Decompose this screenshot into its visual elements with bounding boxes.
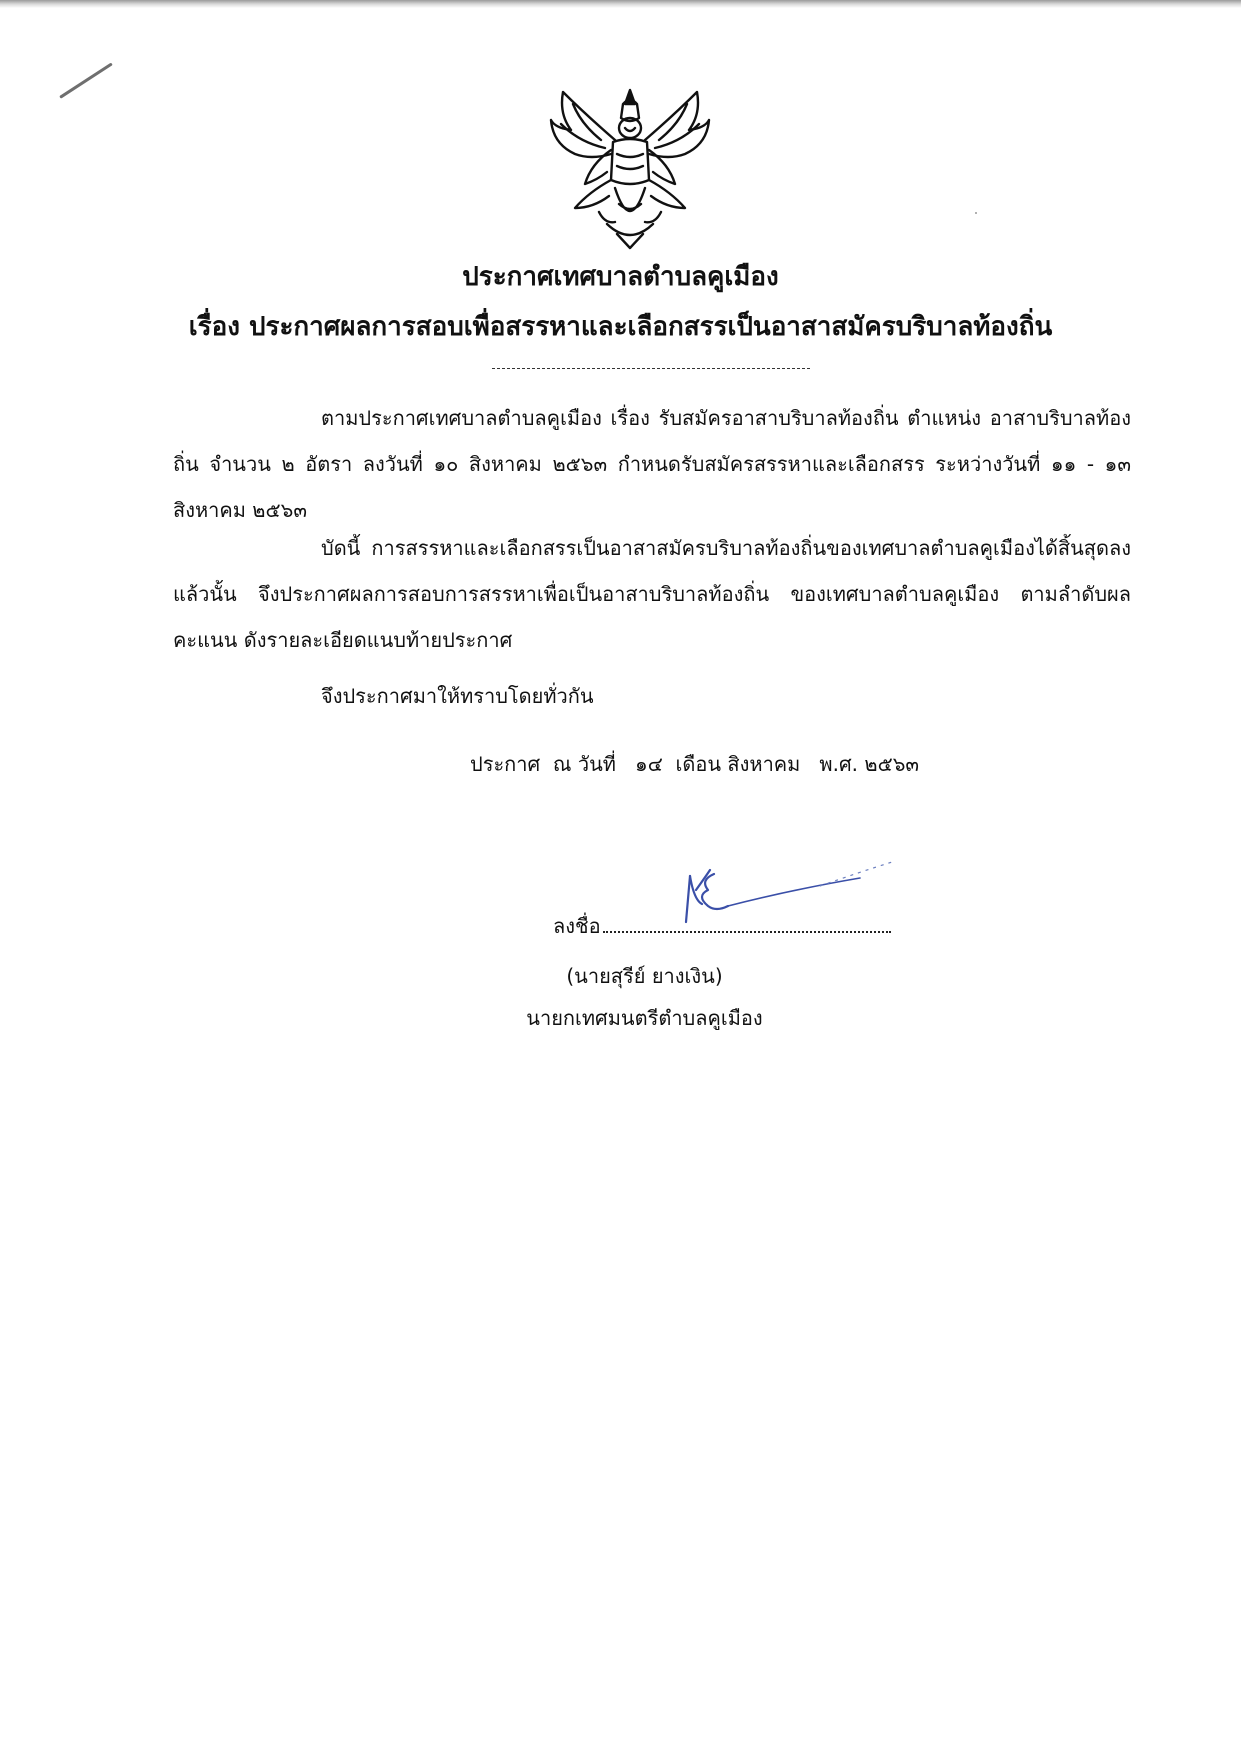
signature-label: ลงชื่อ [553, 914, 601, 938]
scan-speck [975, 212, 977, 214]
document-subject: เรื่อง ประกาศผลการสอบเพื่อสรรหาและเลือกสรรเป็นอาสาสมัครบริบาลท้องถิ่น [188, 312, 1053, 342]
announcement-date: ประกาศ ณ วันที่ ๑๔ เดือน สิงหาคม พ.ศ. ๒๕๖๓ [470, 752, 920, 776]
scan-edge [0, 0, 1241, 8]
signer-position: นายกเทศมนตรีตำบลคูเมือง [526, 1006, 763, 1030]
body-paragraph-1: ตามประกาศเทศบาลตำบลคูเมือง เรื่อง รับสมัครอาสาบริบาลท้องถิ่น ตำแหน่ง อาสาบริบาลท้องถิ่น จำนวน ๒ อัตรา ลงวันที่ ๑๐ สิงหาคม ๒๕๖๓ กำหนดรับสมัครสรรหาและเลือกสรร ระหว่างวันที่ ๑๑ - ๑๓ สิงหาคม ๒๕๖๓ [173, 406, 1131, 522]
title-divider [492, 368, 810, 369]
handwritten-signature-icon [680, 860, 895, 935]
closing-statement: จึงประกาศมาให้ทราบโดยทั่วกัน [321, 684, 594, 708]
body-paragraph-2: บัดนี้ การสรรหาและเลือกสรรเป็นอาสาสมัครบริบาลท้องถิ่นของเทศบาลตำบลคูเมืองได้สิ้นสุดลงแล้วนั้น จึงประกาศผลการสอบการสรรหาเพื่อเป็นอาสาบริบาลท้องถิ่น ของเทศบาลตำบลคูเมือง ตามลำดับผลคะแนน ดังรายละเอียดแนบท้ายประกาศ [173, 536, 1131, 652]
garuda-emblem-icon [545, 84, 715, 250]
staple-mark [59, 62, 113, 98]
document-title: ประกาศเทศบาลตำบลคูเมือง [462, 262, 779, 292]
signer-name: (นายสุรีย์ ยางเงิน) [566, 964, 723, 988]
